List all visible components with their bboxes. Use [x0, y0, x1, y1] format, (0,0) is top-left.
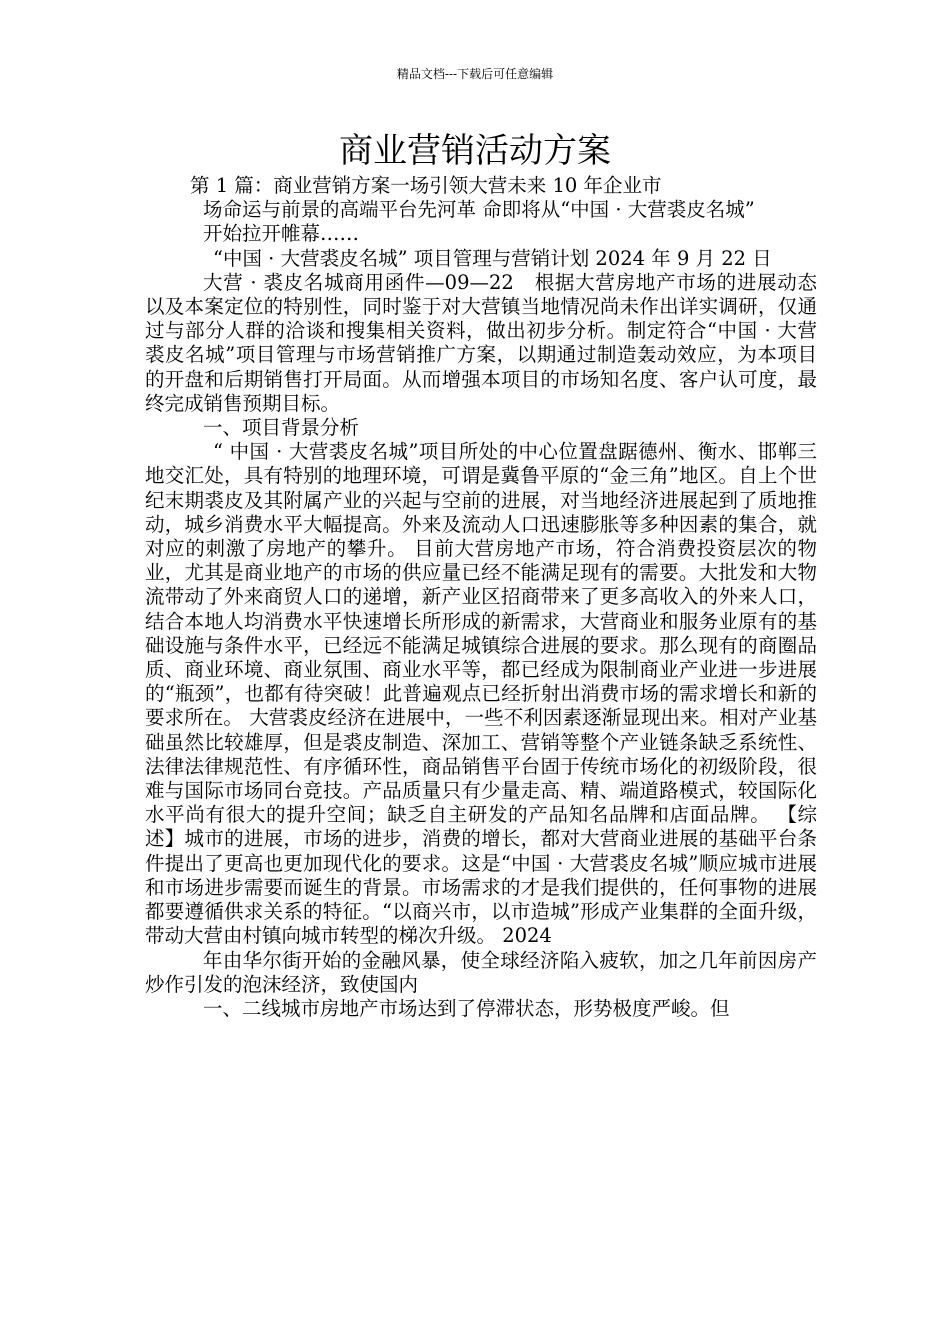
paragraph-1: 第 1 篇：商业营销方案一场引领大营未来 10 年企业市 — [190, 174, 662, 197]
header-note: 精品文档---下载后可任意编辑 — [396, 67, 554, 81]
paragraph-3: 开始拉开帷幕…… — [203, 222, 360, 246]
section-heading: 一、项目背景分析 — [203, 416, 360, 440]
paragraph-2: 场命运与前景的高端平台先河革 命即将从“中国 · 大营裘皮名城” — [203, 198, 755, 222]
paragraph-9: 一、二线城市房地产市场达到了停滞状态，形势极度严峻。但 — [203, 996, 730, 1020]
document-title: 商业营销活动方案 — [339, 131, 611, 171]
paragraph-4: “中国 · 大营裘皮名城” 项目管理与营销计划 2024 年 9 月 22 日 — [213, 246, 772, 270]
paragraph-8: 年由华尔街开始的金融风暴，使全球经济陷入疲软，加之几年前因房产炒作引发的泡沫经济，致使国内 — [145, 948, 817, 996]
paragraph-5: 大营 · 裘皮名城商用函件—09—22 根据大营房地产市场的进展动态以及本案定位的特别性，同时鉴于对大营镇当地情况尚未作出详实调研，仅通过与部分人群的洽谈和搜集相关资料，做出初步分析。制定符合“中国 · 大营裘皮名城”项目管理与市场营销推广方案，以期通过制造轰动效应，为本项目的开盘和后期销售打开局面。从而增强本项目的市场知名度、客户认可度，最终完成销售预期目标。 — [145, 270, 817, 415]
paragraph-7: “ 中国 · 大营裘皮名城”项目所处的中心位置盘踞德州、衡水、邯郸三地交汇处，具有特别的地理环境，可谓是冀鲁平原的“金三角”地区。自上个世纪末期裘皮及其附属产业的兴起与空前的进展，对当地经济进展起到了质地推动，城乡消费水平大幅提高。外来及流动人口迅速膨胀等多种因素的集合，就对应的刺激了房地产的攀升。 目前大营房地产市场，符合消费投资层次的物业，尤其是商业地产的市场的供应量已经不能满足现有的需要。大批发和大物流带动了外来商贸人口的递增，新产业区招商带来了更多高收入的外来人口，结合本地人均消费水平快速增长所形成的新需求，大营商业和服务业原有的基础设施与条件水平，已经远不能满足城镇综合进展的要求。那么现有的商圈品质、商业环境、商业氛围、商业水平等，都已经成为限制商业产业进一步进展的“瓶颈”，也都有待突破！此普遍观点已经折射出消费市场的需求增长和新的要求所在。 大营裘皮经济在进展中，一些不利因素逐渐显现出来。相对产业基础虽然比较雄厚，但是裘皮制造、深加工、营销等整个产业链条缺乏系统性、法律法律规范性、有序循环性，商品销售平台固于传统市场化的初级阶段，很难与国际市场同台竞技。产品质量只有少量走高、精、端道路模式，较国际化水平尚有很大的提升空间；缺乏自主研发的产品知名品牌和店面品牌。 【综述】城市的进展，市场的进步，消费的增长，都对大营商业进展的基础平台条件提出了更高也更加现代化的要求。这是“中国 · 大营裘皮名城”顺应城市进展和市场进步需要而诞生的背景。市场需求的才是我们提供的，任何事物的进展都要遵循供求关系的特征。“以商兴市，以市造城”形成产业集群的全面升级，带动大营由村镇向城市转型的梯次升级。 2024 — [145, 440, 817, 948]
document-body — [145, 174, 817, 1021]
